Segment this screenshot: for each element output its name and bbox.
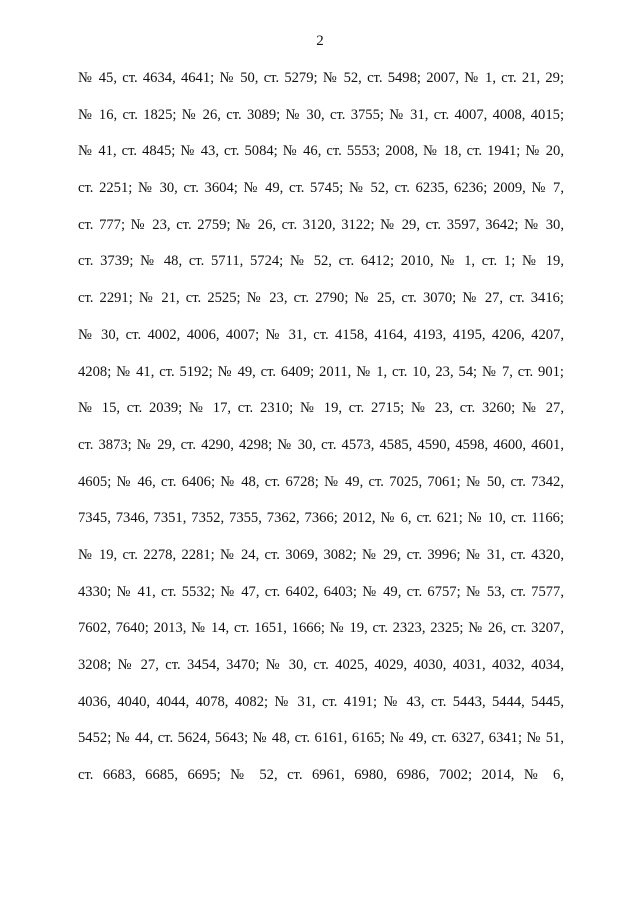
text-line: 4330; № 41, ст. 5532; № 47, ст. 6402, 6403; № 49, ст. 6757; № 53, ст. 7577, [78,583,564,600]
text-line: ст. 3873; № 29, ст. 4290, 4298; № 30, ст. 4573, 4585, 4590, 4598, 4600, 4601, [78,436,564,453]
text-line: № 41, ст. 4845; № 43, ст. 5084; № 46, ст. 5553; 2008, № 18, ст. 1941; № 20, [78,143,564,160]
text-line: № 16, ст. 1825; № 26, ст. 3089; № 30, ст. 3755; № 31, ст. 4007, 4008, 4015; [78,106,564,123]
text-line: 4036, 4040, 4044, 4078, 4082; № 31, ст. 4191; № 43, ст. 5443, 5444, 5445, [78,693,564,710]
text-line: 5452; № 44, ст. 5624, 5643; № 48, ст. 6161, 6165; № 49, ст. 6327, 6341; № 51, [78,730,564,747]
text-line: № 45, ст. 4634, 4641; № 50, ст. 5279; № 52, ст. 5498; 2007, № 1, ст. 21, 29; [78,70,564,86]
page-number: 2 [316,33,324,49]
body-text [78,66,564,800]
text-line: 4208; № 41, ст. 5192; № 49, ст. 6409; 2011, № 1, ст. 10, 23, 54; № 7, ст. 901; [78,363,564,380]
text-line: ст. 2291; № 21, ст. 2525; № 23, ст. 2790; № 25, ст. 3070; № 27, ст. 3416; [78,290,564,307]
text-line: ст. 6683, 6685, 6695; № 52, ст. 6961, 6980, 6986, 7002; 2014, № 6, [78,767,564,784]
text-line: ст. 2251; № 30, ст. 3604; № 49, ст. 5745; № 52, ст. 6235, 6236; 2009, № 7, [78,180,564,197]
text-line: 3208; № 27, ст. 3454, 3470; № 30, ст. 4025, 4029, 4030, 4031, 4032, 4034, [78,657,564,673]
text-line: ст. 3739; № 48, ст. 5711, 5724; № 52, ст. 6412; 2010, № 1, ст. 1; № 19, [78,253,564,270]
text-line: № 15, ст. 2039; № 17, ст. 2310; № 19, ст. 2715; № 23, ст. 3260; № 27, [78,400,564,417]
text-line: 7602, 7640; 2013, № 14, ст. 1651, 1666; № 19, ст. 2323, 2325; № 26, ст. 3207, [78,620,564,637]
text-line: № 19, ст. 2278, 2281; № 24, ст. 3069, 3082; № 29, ст. 3996; № 31, ст. 4320, [78,546,564,563]
text-line: 4605; № 46, ст. 6406; № 48, ст. 6728; № 49, ст. 7025, 7061; № 50, ст. 7342, [78,473,564,490]
text-line: ст. 777; № 23, ст. 2759; № 26, ст. 3120, 3122; № 29, ст. 3597, 3642; № 30, [78,216,564,233]
text-line: № 30, ст. 4002, 4006, 4007; № 31, ст. 4158, 4164, 4193, 4195, 4206, 4207, [78,326,564,343]
text-line: 7345, 7346, 7351, 7352, 7355, 7362, 7366; 2012, № 6, ст. 621; № 10, ст. 1166; [78,510,564,527]
